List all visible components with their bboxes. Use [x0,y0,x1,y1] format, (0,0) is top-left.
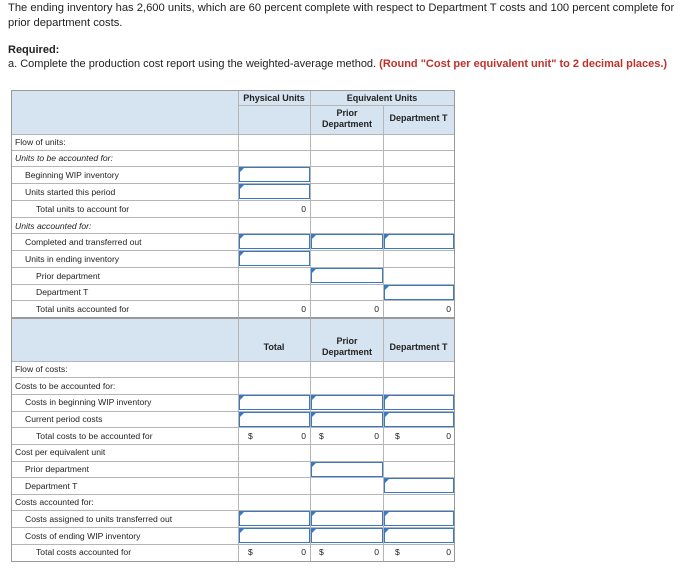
input-completed-dept-t[interactable] [384,234,454,249]
input-transferred-prior[interactable] [311,511,383,526]
currency-total-to-account-dept-t: $ [395,431,400,441]
label-prior-department: Prior department [36,271,101,281]
currency-total-accounted-dept-t: $ [395,547,400,557]
label-costs-accounted-for: Costs accounted for: [15,497,94,507]
label-cost-per-equivalent-unit: Cost per equivalent unit [15,447,106,457]
label-cost-prior-department: Prior department [25,464,90,474]
input-completed-physical[interactable] [239,234,310,249]
input-beginning-wip-physical[interactable] [239,167,310,182]
value-total-costs-to-account-dept-t: 0 [446,431,451,441]
problem-intro: The ending inventory has 2,600 units, which are 60 percent complete with respect to Department T costs and 100 percent complete for prior department costs. [8,2,675,29]
label-costs-to-be-accounted: Costs to be accounted for: [15,381,116,391]
currency-total-to-account-total: $ [248,431,253,441]
label-units-accounted-for: Units accounted for: [15,221,92,231]
required-label: Required: [8,44,60,56]
label-total-units-accounted: Total units accounted for [36,304,130,314]
value-total-costs-to-account-total: 0 [301,431,306,441]
header-physical-units: Physical Units [243,93,305,103]
required-text: a. Complete the production cost report using the weighted-average method. [8,58,377,70]
input-transferred-dept-t[interactable] [384,511,454,526]
header-department-t-costs: Department T [389,342,448,352]
input-costs-beginning-dept-t[interactable] [384,395,454,410]
input-ending-inventory-physical[interactable] [239,251,310,266]
label-flow-of-costs: Flow of costs: [15,364,68,374]
label-completed-transferred: Completed and transferred out [25,237,142,247]
value-total-to-account-physical: 0 [301,204,306,214]
input-ending-wip-prior[interactable] [311,528,383,543]
header-equivalent-units: Equivalent Units [346,93,418,103]
label-total-units-to-account: Total units to account for [36,204,130,214]
value-total-accounted-dept-t: 0 [446,304,451,314]
units-table [11,90,455,318]
input-ending-wip-total[interactable] [239,528,310,543]
header-total: Total [263,342,285,352]
input-current-costs-prior[interactable] [311,412,383,427]
value-total-costs-to-account-prior: 0 [374,431,379,441]
input-cost-per-eu-prior[interactable] [311,462,383,477]
label-costs-transferred-out: Costs assigned to units transferred out [25,514,173,524]
label-units-to-be-accounted: Units to be accounted for: [15,153,113,163]
input-cost-per-eu-dept-t[interactable] [384,478,454,493]
input-units-started-physical[interactable] [239,184,310,199]
value-total-accounted-prior: 0 [374,304,379,314]
currency-total-accounted-prior: $ [319,547,324,557]
input-completed-prior[interactable] [311,234,383,249]
value-total-costs-accounted-prior: 0 [374,547,379,557]
input-ending-prior[interactable] [311,268,383,283]
label-units-ending-inventory: Units in ending inventory [25,254,120,264]
costs-header-band [12,319,454,361]
label-flow-of-units: Flow of units: [15,137,66,147]
input-transferred-total[interactable] [239,511,310,526]
input-current-costs-total[interactable] [239,412,310,427]
costs-table [11,318,455,562]
label-costs-beginning-wip: Costs in beginning WIP inventory [25,397,152,407]
label-department-t: Department T [36,287,89,297]
header-prior-department: Prior Department [321,108,372,129]
input-current-costs-dept-t[interactable] [384,412,454,427]
label-beginning-wip: Beginning WIP inventory [25,170,119,180]
required-instruction [8,58,667,70]
currency-total-to-account-prior: $ [319,431,324,441]
input-costs-beginning-prior[interactable] [311,395,383,410]
input-ending-dept-t[interactable] [384,285,454,300]
label-cost-department-t: Department T [25,481,78,491]
rounding-note: (Round "Cost per equivalent unit" to 2 decimal places.) [379,58,668,70]
label-costs-ending-wip: Costs of ending WIP inventory [25,531,141,541]
header-prior-department-costs: Prior Department [321,336,372,357]
currency-total-accounted-total: $ [248,547,253,557]
input-costs-beginning-total[interactable] [239,395,310,410]
header-department-t: Department T [389,113,448,123]
value-total-accounted-physical: 0 [301,304,306,314]
label-total-costs-accounted: Total costs accounted for [36,547,132,557]
label-units-started: Units started this period [25,187,116,197]
value-total-costs-accounted-dept-t: 0 [446,547,451,557]
input-ending-wip-dept-t[interactable] [384,528,454,543]
label-total-costs-to-account: Total costs to be accounted for [36,431,153,441]
label-current-period-costs: Current period costs [25,414,103,424]
value-total-costs-accounted-total: 0 [301,547,306,557]
